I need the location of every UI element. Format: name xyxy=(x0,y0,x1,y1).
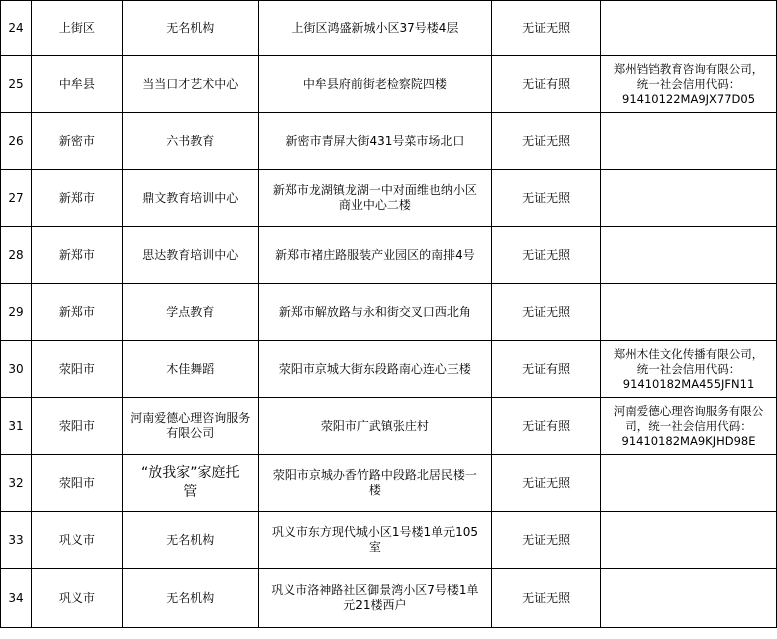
address-cell xyxy=(258,569,492,628)
remark-cell-line: 91410182MA455JFN11 xyxy=(622,376,755,391)
row-number-cell: 30 xyxy=(1,341,32,398)
address-cell-line: 商业中心二楼 xyxy=(338,198,411,212)
remark-cell xyxy=(601,113,777,170)
remark-cell xyxy=(601,1,777,56)
address-cell xyxy=(258,512,492,569)
organization-name-cell xyxy=(122,56,258,113)
address-cell-line: 新郑市龙湖镇龙湖一中对面维也纳小区 xyxy=(272,183,477,197)
organization-name-cell xyxy=(122,113,258,170)
district-cell: 荥阳市 xyxy=(31,341,122,398)
license-status-cell: 无证无照 xyxy=(492,113,601,170)
address-cell-line: 荥阳市京城办香竹路中段路北居民楼一 xyxy=(272,468,477,482)
license-status-cell: 无证无照 xyxy=(492,170,601,227)
district-cell: 巩义市 xyxy=(31,512,122,569)
license-status-cell: 无证有照 xyxy=(492,398,601,455)
organization-name-cell xyxy=(122,512,258,569)
organization-name-cell xyxy=(122,398,258,455)
remark-cell-line: 郑州铛铛教育咨询有限公司， xyxy=(613,61,764,76)
license-status-cell: 无证无照 xyxy=(492,455,601,512)
address-cell xyxy=(258,284,492,341)
license-status-cell: 无证无照 xyxy=(492,1,601,56)
organization-name-cell xyxy=(122,227,258,284)
table-row xyxy=(1,227,777,284)
address-cell-line: 中牟县府前街老检察院四楼 xyxy=(302,76,447,91)
row-number-cell: 24 xyxy=(1,1,32,56)
remark-cell xyxy=(601,170,777,227)
address-cell xyxy=(258,113,492,170)
organization-name-cell-line: 当当口才艺术中心 xyxy=(142,76,239,91)
remark-cell xyxy=(601,455,777,512)
table-body xyxy=(1,1,777,628)
table-row xyxy=(1,512,777,569)
remark-cell xyxy=(601,569,777,628)
district-cell: 上街区 xyxy=(31,1,122,56)
address-cell xyxy=(258,56,492,113)
organization-name-cell xyxy=(122,284,258,341)
district-cell: 中牟县 xyxy=(31,56,122,113)
organization-name-cell-line: 学点教育 xyxy=(166,304,215,319)
row-number-cell: 32 xyxy=(1,455,32,512)
license-status-cell: 无证无照 xyxy=(492,227,601,284)
remark-cell-line: 河南爱德心理咨询服务有限公 xyxy=(613,403,764,418)
table-row xyxy=(1,455,777,512)
address-cell-line: 巩义市洛神路社区御景湾小区7号楼1单 xyxy=(271,583,479,597)
address-cell xyxy=(258,170,492,227)
row-number-cell: 29 xyxy=(1,284,32,341)
remark-cell-line: 司，统一社会信用代码： xyxy=(625,418,752,433)
table-row xyxy=(1,341,777,398)
address-cell-line: 荥阳市京城大街东段路南心连心三楼 xyxy=(278,361,471,376)
row-number-cell: 27 xyxy=(1,170,32,227)
organization-name-cell-line: 六书教育 xyxy=(166,133,215,148)
organization-name-cell-line: 河南爱德心理咨询服务 xyxy=(130,411,251,425)
address-cell xyxy=(258,227,492,284)
address-cell-line: 室 xyxy=(368,540,381,554)
remark-cell-line: 统一社会信用代码： xyxy=(636,76,741,91)
table-row xyxy=(1,56,777,113)
organization-name-cell-line: 无名机构 xyxy=(166,20,215,35)
row-number-cell: 25 xyxy=(1,56,32,113)
address-cell-line: 上街区鸿盛新城小区37号楼4层 xyxy=(291,20,459,35)
district-cell: 荥阳市 xyxy=(31,398,122,455)
address-cell xyxy=(258,398,492,455)
address-cell xyxy=(258,1,492,56)
organization-name-cell-line: 鼎文教育培训中心 xyxy=(142,190,239,205)
address-cell-line: 荥阳市广武镇张庄村 xyxy=(320,418,429,433)
license-status-cell: 无证无照 xyxy=(492,569,601,628)
organization-name-cell-line: 木佳舞蹈 xyxy=(166,361,215,376)
remark-cell xyxy=(601,398,777,455)
organization-name-cell-line: 管 xyxy=(183,484,198,500)
organization-name-cell-line: 有限公司 xyxy=(166,426,215,440)
table-row xyxy=(1,284,777,341)
remark-cell-line: 91410122MA9JX77D05 xyxy=(622,91,756,106)
organization-name-cell xyxy=(122,569,258,628)
table-row xyxy=(1,398,777,455)
organization-name-cell-line: 无名机构 xyxy=(166,532,215,547)
row-number-cell: 31 xyxy=(1,398,32,455)
district-cell: 新郑市 xyxy=(31,227,122,284)
table-row xyxy=(1,170,777,227)
license-status-cell: 无证有照 xyxy=(492,56,601,113)
table-row xyxy=(1,569,777,628)
row-number-cell: 26 xyxy=(1,113,32,170)
license-status-cell: 无证有照 xyxy=(492,341,601,398)
organization-name-cell xyxy=(122,455,258,512)
district-cell: 荥阳市 xyxy=(31,455,122,512)
remark-cell xyxy=(601,341,777,398)
table-row xyxy=(1,113,777,170)
remark-cell-line: 郑州木佳文化传播有限公司， xyxy=(613,346,764,361)
address-cell xyxy=(258,455,492,512)
address-cell-line: 巩义市东方现代城小区1号楼1单元105 xyxy=(271,525,479,539)
address-cell-line: 新密市青屏大街431号菜市场北口 xyxy=(285,133,465,148)
row-number-cell: 34 xyxy=(1,569,32,628)
address-cell-line: 新郑市解放路与永和街交叉口西北角 xyxy=(278,304,471,319)
district-cell: 新密市 xyxy=(31,113,122,170)
organization-name-cell-line: “放我家”家庭托 xyxy=(140,465,240,481)
address-cell-line: 新郑市褚庄路服装产业园区的南排4号 xyxy=(275,247,475,262)
organization-name-cell xyxy=(122,1,258,56)
remark-cell xyxy=(601,227,777,284)
address-cell xyxy=(258,341,492,398)
remark-cell-line: 91410182MA9KJHD98E xyxy=(621,433,756,448)
organization-name-cell-line: 思达教育培训中心 xyxy=(142,247,239,262)
row-number-cell: 33 xyxy=(1,512,32,569)
remark-cell xyxy=(601,56,777,113)
organization-name-cell xyxy=(122,170,258,227)
district-cell: 新郑市 xyxy=(31,284,122,341)
address-cell-line: 元21楼西户 xyxy=(343,598,407,612)
organization-name-cell-line: 无名机构 xyxy=(166,590,215,605)
row-number-cell: 28 xyxy=(1,227,32,284)
remark-cell xyxy=(601,284,777,341)
district-cell: 巩义市 xyxy=(31,569,122,628)
license-status-cell: 无证无照 xyxy=(492,284,601,341)
table-row xyxy=(1,1,777,56)
license-status-cell: 无证无照 xyxy=(492,512,601,569)
district-cell: 新郑市 xyxy=(31,170,122,227)
organization-name-cell xyxy=(122,341,258,398)
remark-cell-line: 统一社会信用代码： xyxy=(636,361,741,376)
remark-cell xyxy=(601,512,777,569)
address-cell-line: 楼 xyxy=(368,483,381,497)
